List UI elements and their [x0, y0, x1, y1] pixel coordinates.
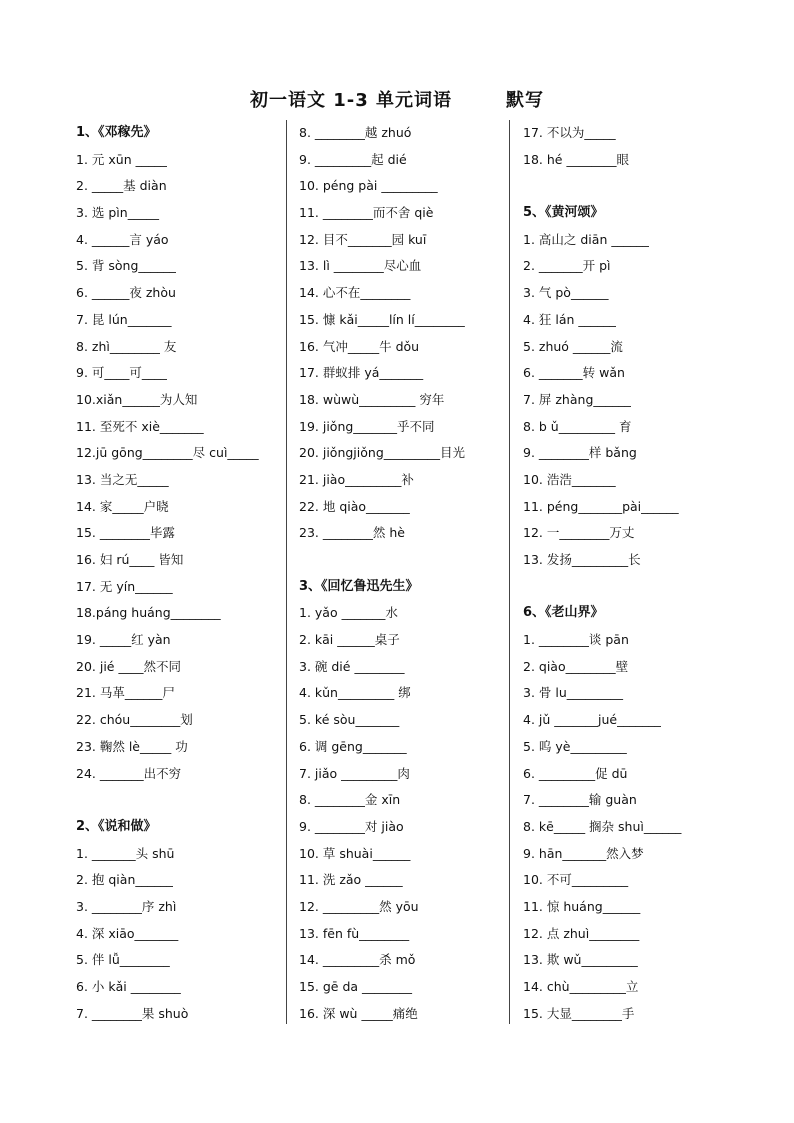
vocab-item: 2. _____基 diàn	[76, 178, 167, 194]
vocab-item: 9. ________对 jiào	[299, 818, 404, 834]
vocab-item: 11. péng_______pài______	[523, 498, 679, 514]
vocab-item: 10. 草 shuài______	[299, 845, 411, 861]
vocab-item: 12. 点 zhuì________	[523, 925, 640, 941]
vocab-item: 12. 一________万丈	[523, 525, 635, 541]
vocab-item: 8. b ǔ_________ 育	[523, 418, 632, 434]
vocab-item: 12.jū gōng________尽 cuì_____	[76, 445, 259, 461]
vocab-item: 18.páng huáng________	[76, 605, 221, 621]
vocab-item: 3. 骨 lu_________	[523, 685, 624, 701]
vocab-item: 4. kǔn_________ 绑	[299, 685, 411, 701]
vocab-item: 1. 高山之 diān ______	[523, 231, 649, 247]
vocab-item: 10.xiǎn______为人知	[76, 391, 198, 407]
vocab-item: 6. ______夜 zhòu	[76, 285, 176, 301]
vocab-item: 20. jié ____然不同	[76, 658, 181, 674]
vocab-item: 7. ________输 guàn	[523, 792, 637, 808]
vocab-item: 2. kāi ______桌子	[299, 632, 400, 648]
vocab-item: 11. 洗 zǎo ______	[299, 872, 403, 888]
vocab-item: 14. chù_________立	[523, 979, 639, 994]
vocab-item: 16. 深 wù _____痛绝	[299, 1005, 418, 1021]
vocab-item: 11. 惊 huáng______	[523, 898, 641, 914]
vocab-item: 10. 不可_________	[523, 872, 629, 888]
vocab-item: 14. _________杀 mǒ	[299, 952, 416, 968]
vocab-item: 4. 深 xiāo_______	[76, 925, 179, 941]
vocab-item: 5. zhuó ______流	[523, 338, 623, 354]
vocab-item: 9. ________样 bǎng	[523, 445, 637, 461]
vocab-item: 10. 浩浩_______	[523, 471, 616, 487]
page-title	[0, 86, 794, 112]
spacer	[523, 173, 723, 200]
vocab-item: 20. jiǒngjiǒng_________目光	[299, 445, 466, 461]
column-left	[76, 120, 281, 1024]
section-heading: 2、《说和做》	[76, 818, 157, 834]
column-middle	[299, 120, 504, 1024]
vocab-item: 6. 调 gēng_______	[299, 738, 407, 754]
spacer	[299, 547, 504, 574]
vocab-item: 11. 至死不 xiè_______	[76, 418, 204, 434]
vocab-item: 4. jǔ _______jué_______	[523, 712, 661, 728]
vocab-item: 17. 群蚁排 yá_______	[299, 365, 424, 381]
vocab-item: 16. 气冲_____牛 dǒu	[299, 338, 420, 354]
section-heading: 5、《黄河颂》	[523, 205, 604, 221]
vocab-item: 1. ________谈 pān	[523, 632, 629, 648]
vocab-item: 17. 不以为_____	[523, 125, 616, 140]
vocab-item: 13. 当之无_____	[76, 471, 169, 487]
vocab-item: 10. péng pài _________	[299, 178, 438, 194]
vocab-item: 3. 气 pò______	[523, 285, 609, 301]
vocab-item: 19. _____红 yàn	[76, 632, 171, 648]
vocab-item: 13. 发扬_________长	[523, 552, 641, 567]
vocab-item: 18. hé ________眼	[523, 151, 629, 167]
vocab-item: 2. 抱 qiàn______	[76, 872, 173, 888]
vocab-item: 8. ________金 xīn	[299, 792, 401, 808]
vocab-item: 17. 无 yín______	[76, 578, 173, 594]
vocab-item: 21. 马革______尸	[76, 685, 175, 701]
vocab-item: 2. qiào________壁	[523, 658, 629, 674]
page-title-main: 初一语文 1-3 单元词语	[249, 90, 453, 111]
page-title-suffix: 默写	[506, 90, 545, 111]
vocab-item: 13. fēn fù________	[299, 925, 410, 941]
vocab-item: 8. zhì________ 友	[76, 338, 177, 354]
vocab-item: 15. 慷 kǎi_____lín lí________	[299, 311, 465, 327]
vocab-item: 15. 大显________手	[523, 1005, 635, 1021]
vocab-item: 7. 昆 lún_______	[76, 311, 172, 327]
vocab-item: 6. _______转 wǎn	[523, 365, 625, 381]
vocab-item: 22. 地 qiào_______	[299, 498, 410, 514]
vocab-item: 19. jiǒng_______乎不同	[299, 418, 435, 434]
vocab-item: 15. gē da ________	[299, 979, 413, 994]
spacer	[76, 787, 281, 814]
section-heading: 6、《老山界》	[523, 605, 604, 621]
vocab-item: 3. 碗 dié ________	[299, 658, 405, 674]
vocab-item: 8. ________越 zhuó	[299, 125, 412, 140]
vocab-item: 5. 伴 lǚ________	[76, 952, 170, 968]
vocab-item: 1. yǎo _______水	[299, 605, 398, 621]
vocab-item: 13. lì ________尽心血	[299, 258, 422, 274]
vocab-item: 15. ________毕露	[76, 525, 175, 541]
spacer	[523, 574, 723, 601]
vocab-item: 24. _______出不穷	[76, 765, 182, 781]
vocab-item: 9. 可____可____	[76, 365, 167, 381]
vocab-item: 22. chóu________划	[76, 712, 193, 728]
vocab-item: 4. ______言 yáo	[76, 231, 169, 247]
vocab-item: 7. 屏 zhàng______	[523, 391, 631, 407]
vocab-item: 11. ________而不舍 qiè	[299, 205, 434, 221]
vocab-item: 12. 目不_______园 kuī	[299, 231, 427, 247]
vocab-item: 16. 妇 rú____ 皆知	[76, 552, 184, 567]
column-right	[523, 120, 723, 1024]
vocab-item: 23. 鞠然 lè_____ 功	[76, 738, 188, 754]
vocab-item: 21. jiào_________补	[299, 471, 414, 487]
vocab-item: 1. _______头 shū	[76, 845, 175, 861]
vocab-item: 3. ________序 zhì	[76, 898, 177, 914]
section-heading: 3、《回忆鲁迅先生》	[299, 578, 419, 594]
vocab-item: 5. 呜 yè_________	[523, 738, 627, 754]
vocab-item: 7. jiǎo _________肉	[299, 765, 410, 781]
vocab-item: 2. _______开 pì	[523, 258, 611, 274]
vocab-item: 23. ________然 hè	[299, 525, 405, 541]
column-divider	[286, 120, 287, 1024]
vocab-item: 12. _________然 yōu	[299, 898, 419, 914]
section-heading: 1、《邓稼先》	[76, 125, 157, 140]
vocab-item: 3. 选 pìn_____	[76, 205, 159, 221]
vocab-item: 8. kē_____ 搁杂 shuì______	[523, 818, 682, 834]
vocab-item: 5. ké sòu_______	[299, 712, 400, 728]
vocab-item: 9. _________起 dié	[299, 151, 407, 167]
vocab-item: 6. 小 kǎi ________	[76, 979, 181, 994]
vocab-item: 5. 背 sòng______	[76, 258, 176, 274]
column-divider	[509, 120, 510, 1024]
vocab-item: 18. wùwù_________ 穷年	[299, 391, 445, 407]
vocab-item: 14. 家_____户晓	[76, 498, 169, 514]
vocab-item: 9. hān_______然入梦	[523, 845, 644, 861]
vocab-item: 4. 狂 lán ______	[523, 311, 616, 327]
vocab-item: 6. _________促 dū	[523, 765, 628, 781]
vocab-item: 13. 欺 wǔ_________	[523, 952, 638, 968]
vocab-item: 14. 心不在________	[299, 285, 411, 301]
vocab-item: 7. ________果 shuò	[76, 1005, 189, 1021]
vocab-item: 1. 元 xūn _____	[76, 151, 167, 167]
